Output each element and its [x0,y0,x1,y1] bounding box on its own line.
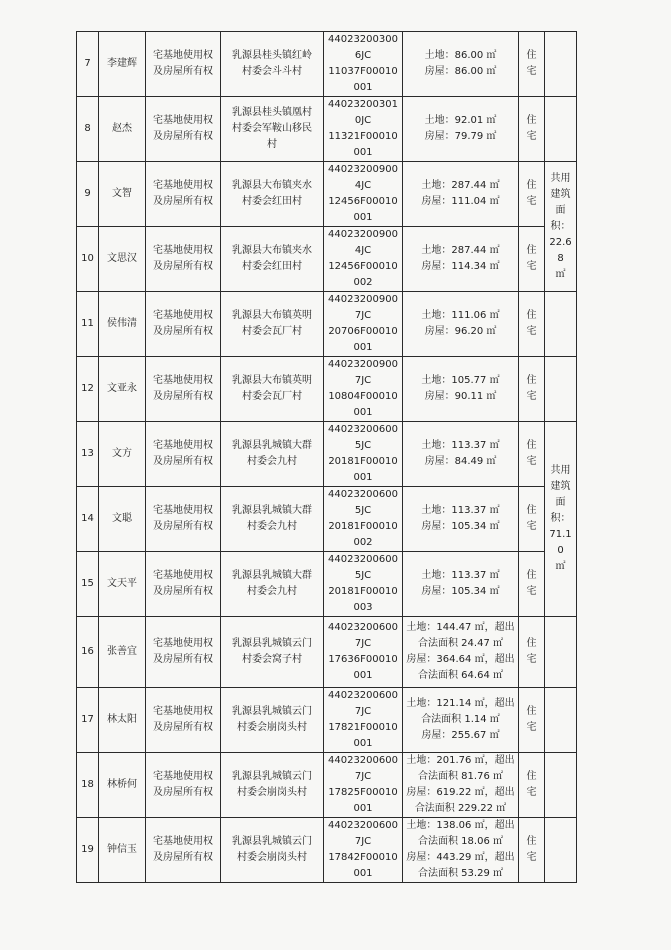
shared-area-note-line: 建筑 [550,188,571,200]
usage-line: 宅 [526,722,537,733]
table-row [77,97,577,162]
unit-code-line: 440232009007JC [328,294,398,321]
location-line: 乳源县乳城镇大群 [232,570,312,581]
area-detail-line: 合法面积 53.29 ㎡ [418,868,503,879]
area-detail [403,617,519,688]
location-line: 村委会军鞍山移民 [232,123,312,134]
area-detail [403,32,519,97]
unit-code [324,552,403,617]
usage [519,227,545,292]
unit-code-line: 440232006005JC [328,489,398,516]
unit-code [324,487,403,552]
usage-line: 住 [526,771,537,782]
unit-code-line: 11037F00010001 [328,66,398,93]
area-detail-line: 合法面积 24.47 ㎡ [418,638,503,649]
usage [519,688,545,753]
area-detail [403,357,519,422]
area-detail [403,97,519,162]
usage-line: 宅 [526,326,537,337]
shared-area-note-line: 共用 [550,465,571,476]
usage-line: 宅 [526,654,537,665]
usage-line: 住 [526,570,537,581]
area-detail-line: 土地：113.37 ㎡ [421,570,500,581]
area-detail-line: 房屋：96.20 ㎡ [424,326,497,337]
location-line: 村委会瓦厂村 [242,326,302,337]
row-number: 16 [77,617,99,688]
area-detail-line: 房屋：79.79 ㎡ [424,131,497,142]
location-line: 村委会九村 [247,456,297,467]
area-detail-line: 合法面积 64.64 ㎡ [418,670,503,681]
usage-line: 宅 [526,456,537,467]
row-number: 18 [77,753,99,818]
usage-line: 住 [526,180,537,191]
owner-name: 林桥何 [99,753,146,818]
location [221,422,324,487]
area-detail [403,487,519,552]
area-detail [403,552,519,617]
usage [519,818,545,883]
unit-code-line: 17825F00010001 [328,787,398,814]
note-cell [545,753,577,818]
area-detail-line: 土地：86.00 ㎡ [424,50,497,61]
location-line: 乳源县乳城镇云门 [232,638,312,649]
right-type-line: 宅基地使用权 [153,570,213,581]
location-line: 乳源县大布镇夹水 [232,245,312,256]
row-number: 9 [77,162,99,227]
right-type-line: 及房屋所有权 [153,456,213,467]
unit-code-line: 20706F00010001 [328,326,398,353]
location-line: 村委会瓦厂村 [242,391,302,402]
usage [519,422,545,487]
area-detail-line: 合法面积 81.76 ㎡ [418,771,503,782]
right-type [146,753,221,818]
usage-line: 宅 [526,586,537,597]
area-detail [403,292,519,357]
owner-name: 文思汉 [99,227,146,292]
area-detail-line: 房屋：90.11 ㎡ [424,391,497,402]
area-detail-line: 房屋：619.22 ㎡，超出 [406,787,515,798]
note-cell [545,32,577,97]
table-row [77,162,577,227]
row-number: 19 [77,818,99,883]
unit-code-line: 17842F00010001 [328,852,398,879]
owner-name: 文方 [99,422,146,487]
shared-area-note-line: 共用 [550,172,571,184]
area-detail-line: 房屋：105.34 ㎡ [421,586,500,597]
right-type-line: 宅基地使用权 [153,310,213,321]
location-line: 乳源县大布镇夹水 [232,180,312,191]
area-detail-line: 房屋：84.49 ㎡ [424,456,497,467]
unit-code [324,688,403,753]
shared-area-note-line: 面积： [550,204,571,232]
location [221,552,324,617]
area-detail-line: 合法面积 18.06 ㎡ [418,836,503,847]
area-detail-line: 土地：287.44 ㎡ [421,180,500,191]
unit-code-line: 440232009007JC [328,359,398,386]
area-detail [403,227,519,292]
location-line: 村委会九村 [247,521,297,532]
unit-code-line: 17636F00010001 [328,654,398,681]
area-detail-line: 房屋：105.34 ㎡ [421,521,500,532]
location-line: 村委会崩岗头村 [237,787,307,798]
right-type [146,227,221,292]
right-type-line: 及房屋所有权 [153,521,213,532]
shared-area-note [545,422,577,617]
usage [519,32,545,97]
right-type-line: 宅基地使用权 [153,245,213,256]
row-number: 10 [77,227,99,292]
unit-code-line: 20181F00010003 [328,586,398,613]
table-row [77,292,577,357]
owner-name: 文智 [99,162,146,227]
owner-name: 文聪 [99,487,146,552]
right-type-line: 宅基地使用权 [153,836,213,847]
location-line: 村委会红田村 [242,261,302,272]
usage [519,617,545,688]
location [221,97,324,162]
usage-line: 住 [526,375,537,386]
location [221,688,324,753]
right-type-line: 宅基地使用权 [153,505,213,516]
location [221,292,324,357]
usage [519,97,545,162]
note-cell [545,97,577,162]
shared-area-note [545,162,577,292]
property-register-table [76,31,577,883]
right-type-line: 及房屋所有权 [153,722,213,733]
unit-code-line: 10804F00010001 [328,391,398,418]
area-detail [403,688,519,753]
owner-name: 侯伟清 [99,292,146,357]
unit-code-line: 440232003010JC [328,99,398,126]
owner-name: 李建辉 [99,32,146,97]
table-row [77,227,577,292]
right-type-line: 宅基地使用权 [153,771,213,782]
location-line: 乳源县大布镇英明 [232,375,312,386]
table-row [77,688,577,753]
location-line: 乳源县乳城镇大群 [232,505,312,516]
right-type [146,292,221,357]
shared-area-note-line: 面积： [550,497,571,524]
shared-area-note-line: ㎡ [555,268,566,280]
right-type [146,818,221,883]
unit-code-line: 440232006007JC [328,755,398,782]
location-line: 村委会崩岗头村 [237,722,307,733]
usage-line: 住 [526,115,537,126]
area-detail-line: 房屋：255.67 ㎡ [421,730,500,741]
right-type-line: 宅基地使用权 [153,50,213,61]
table-row [77,422,577,487]
area-detail-line: 房屋：114.34 ㎡ [421,261,500,272]
usage-line: 住 [526,50,537,61]
area-detail-line: 土地：138.06 ㎡，超出 [406,820,515,831]
owner-name: 钟信玉 [99,818,146,883]
location [221,162,324,227]
location-line: 村委会九村 [247,586,297,597]
right-type-line: 宅基地使用权 [153,638,213,649]
owner-name: 文亚永 [99,357,146,422]
usage-line: 住 [526,440,537,451]
right-type [146,422,221,487]
unit-code-line: 440232006007JC [328,690,398,717]
location-line: 乳源县桂头镇红岭 [232,50,312,61]
unit-code-line: 440232009004JC [328,229,398,256]
right-type [146,688,221,753]
right-type-line: 及房屋所有权 [153,654,213,665]
row-number: 12 [77,357,99,422]
right-type [146,162,221,227]
unit-code-line: 440232003006JC [328,34,398,61]
right-type-line: 宅基地使用权 [153,115,213,126]
right-type-line: 及房屋所有权 [153,326,213,337]
location-line: 村委会斗斗村 [242,66,302,77]
note-cell [545,357,577,422]
usage [519,162,545,227]
unit-code [324,422,403,487]
usage-line: 住 [526,706,537,717]
location-line: 乳源县桂头镇凰村 [232,107,312,118]
right-type [146,487,221,552]
right-type-line: 及房屋所有权 [153,66,213,77]
area-detail-line: 土地：105.77 ㎡ [421,375,500,386]
location-line: 乳源县大布镇英明 [232,310,312,321]
shared-area-note-line: ㎡ [555,561,566,572]
unit-code [324,292,403,357]
right-type-line: 宅基地使用权 [153,440,213,451]
unit-code-line: 440232009004JC [328,164,398,191]
note-cell [545,818,577,883]
right-type-line: 及房屋所有权 [153,261,213,272]
location [221,487,324,552]
shared-area-note-line: 建筑 [550,481,571,492]
usage-line: 住 [526,505,537,516]
right-type-line: 及房屋所有权 [153,787,213,798]
note-cell [545,292,577,357]
unit-code-line: 11321F00010001 [328,131,398,158]
area-detail [403,422,519,487]
row-number: 8 [77,97,99,162]
location-line: 乳源县乳城镇云门 [232,706,312,717]
right-type-line: 宅基地使用权 [153,180,213,191]
location [221,357,324,422]
area-detail-line: 房屋：111.04 ㎡ [421,196,500,207]
right-type [146,97,221,162]
usage-line: 宅 [526,66,537,77]
unit-code-line: 12456F00010002 [328,261,398,288]
location-line: 村委会崩岗头村 [237,852,307,863]
area-detail-line: 合法面积 229.22 ㎡ [414,803,507,814]
table-row [77,32,577,97]
usage-line: 住 [526,245,537,256]
right-type [146,617,221,688]
unit-code [324,32,403,97]
right-type-line: 宅基地使用权 [153,706,213,717]
location [221,32,324,97]
table-row [77,552,577,617]
usage-line: 住 [526,638,537,649]
usage-line: 宅 [526,787,537,798]
right-type [146,32,221,97]
area-detail-line: 合法面积 1.14 ㎡ [421,714,500,725]
area-detail-line: 房屋：364.64 ㎡，超出 [406,654,515,665]
area-detail [403,818,519,883]
note-cell [545,688,577,753]
area-detail [403,162,519,227]
right-type-line: 及房屋所有权 [153,852,213,863]
location-line: 乳源县乳城镇云门 [232,836,312,847]
unit-code-line: 440232006005JC [328,424,398,451]
usage-line: 宅 [526,391,537,402]
unit-code [324,818,403,883]
right-type [146,357,221,422]
location-line: 村委会窝子村 [242,654,302,665]
owner-name: 文天平 [99,552,146,617]
right-type-line: 及房屋所有权 [153,586,213,597]
row-number: 14 [77,487,99,552]
usage [519,753,545,818]
unit-code-line: 440232006005JC [328,554,398,581]
unit-code [324,97,403,162]
table-row [77,357,577,422]
unit-code [324,227,403,292]
area-detail-line: 土地：287.44 ㎡ [421,245,500,256]
usage [519,357,545,422]
table-row [77,617,577,688]
unit-code [324,357,403,422]
location-line: 村委会红田村 [242,196,302,207]
usage-line: 住 [526,836,537,847]
unit-code [324,162,403,227]
usage [519,552,545,617]
right-type-line: 及房屋所有权 [153,196,213,207]
table-row [77,818,577,883]
unit-code-line: 20181F00010002 [328,521,398,548]
location [221,227,324,292]
owner-name: 林太阳 [99,688,146,753]
row-number: 11 [77,292,99,357]
usage [519,292,545,357]
usage-line: 住 [526,310,537,321]
note-cell [545,617,577,688]
shared-area-note-line: 22.68 [549,236,572,264]
table-row [77,753,577,818]
unit-code-line: 12456F00010001 [328,196,398,223]
owner-name: 赵杰 [99,97,146,162]
area-detail-line: 土地：144.47 ㎡，超出 [406,622,515,633]
usage-line: 宅 [526,261,537,272]
right-type-line: 及房屋所有权 [153,391,213,402]
area-detail-line: 土地：121.14 ㎡，超出 [406,698,515,709]
unit-code-line: 17821F00010001 [328,722,398,749]
row-number: 17 [77,688,99,753]
area-detail [403,753,519,818]
usage-line: 宅 [526,852,537,863]
unit-code [324,617,403,688]
location-line: 乳源县乳城镇云门 [232,771,312,782]
unit-code-line: 440232006007JC [328,622,398,649]
unit-code-line: 440232006007JC [328,820,398,847]
location [221,818,324,883]
location [221,617,324,688]
table-row [77,487,577,552]
right-type [146,552,221,617]
unit-code [324,753,403,818]
unit-code-line: 20181F00010001 [328,456,398,483]
shared-area-note-line: 71.10 [549,529,572,556]
area-detail-line: 土地：111.06 ㎡ [421,310,500,321]
row-number: 13 [77,422,99,487]
area-detail-line: 土地：201.76 ㎡，超出 [406,755,515,766]
usage-line: 宅 [526,521,537,532]
owner-name: 张善宜 [99,617,146,688]
usage [519,487,545,552]
area-detail-line: 房屋：86.00 ㎡ [424,66,497,77]
area-detail-line: 土地：92.01 ㎡ [424,115,497,126]
location [221,753,324,818]
right-type-line: 宅基地使用权 [153,375,213,386]
row-number: 15 [77,552,99,617]
row-number: 7 [77,32,99,97]
location-line: 村 [267,139,277,150]
area-detail-line: 土地：113.37 ㎡ [421,505,500,516]
right-type-line: 及房屋所有权 [153,131,213,142]
usage-line: 宅 [526,196,537,207]
area-detail-line: 房屋：443.29 ㎡，超出 [406,852,515,863]
location-line: 乳源县乳城镇大群 [232,440,312,451]
usage-line: 宅 [526,131,537,142]
area-detail-line: 土地：113.37 ㎡ [421,440,500,451]
